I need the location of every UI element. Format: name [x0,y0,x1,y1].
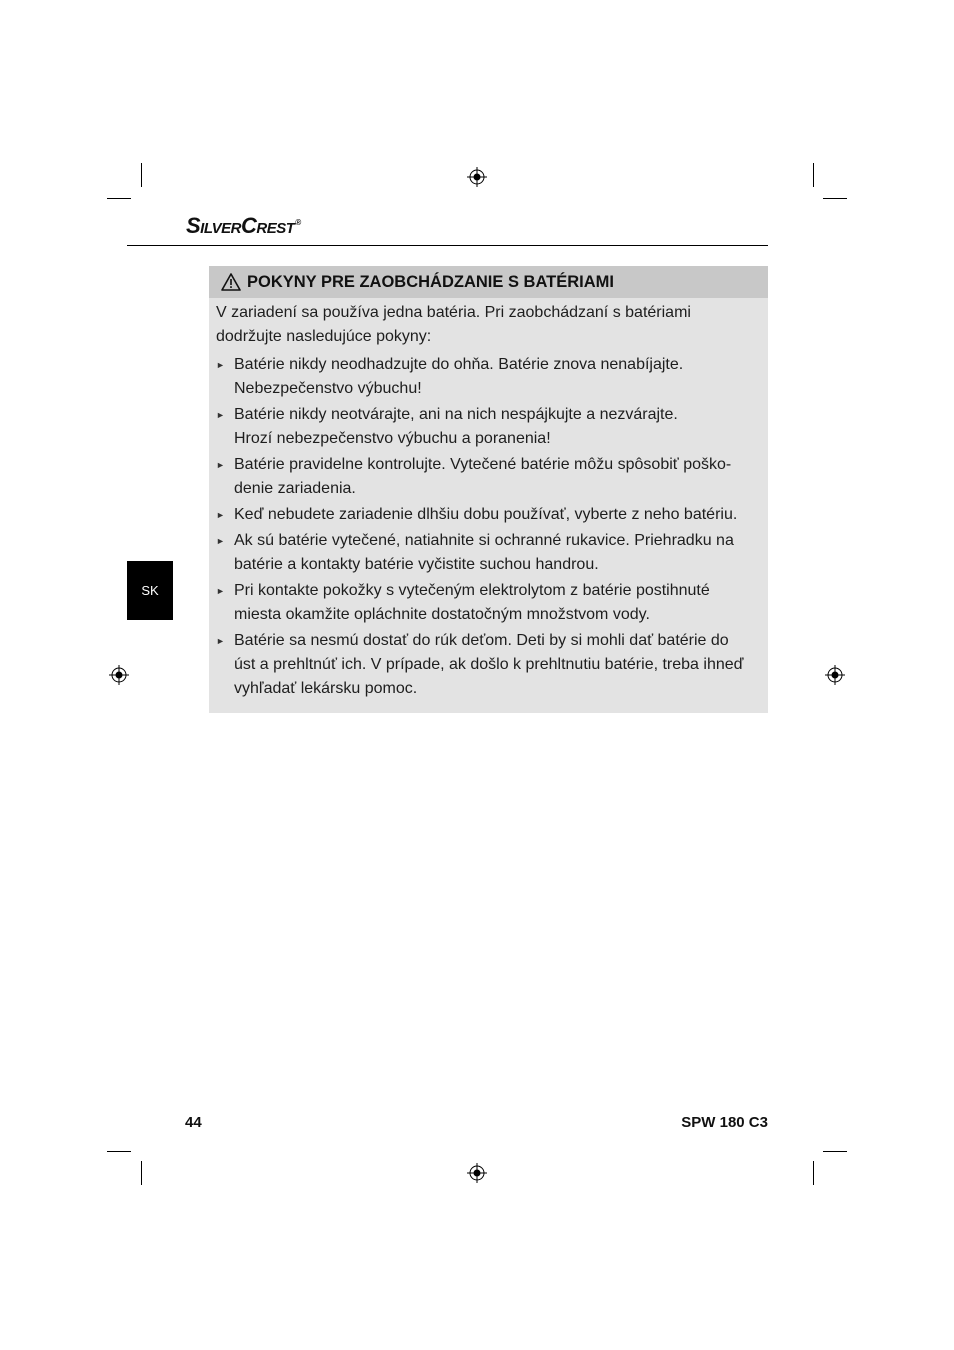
list-item [216,503,760,527]
registered-mark: ® [295,217,301,227]
crop-mark [823,198,847,199]
bullet-arrow-icon: ► [216,636,225,646]
language-tab-label: SK [141,583,159,598]
crop-mark [141,1161,142,1185]
notice-header [209,266,768,298]
list-item-text: Batérie pravidelne kontrolujte. Vytečené batérie môžu spôsobiť poško- denie zariadenia. [234,456,732,497]
brand-logo-text: SilverCrest [186,213,295,238]
list-item-text: Batérie nikdy neodhadzujte do ohňa. Batérie znova nenabíjajte. Nebezpečenstvo výbuchu! [234,356,684,397]
language-tab [127,561,173,620]
list-item-text: Batérie sa nesmú dostať do rúk deťom. Deti by si mohli dať batérie do úst a prehltnúť ich. V prípade, ak došlo k prehltnutiu batérie, treba ihneď vyhľadať lekársku pomoc. [234,632,744,697]
bullet-arrow-icon: ► [216,360,225,370]
registration-mark-icon [467,167,487,187]
list-item [216,453,760,501]
page-number: 44 [185,1114,202,1131]
list-item [216,629,760,701]
registration-mark-icon [825,665,845,685]
crop-mark [813,163,814,187]
model-number: SPW 180 C3 [681,1114,768,1131]
list-item [216,529,760,577]
bullet-arrow-icon: ► [216,460,225,470]
bullet-arrow-icon: ► [216,510,225,520]
header-rule [127,245,768,246]
list-item [216,579,760,627]
list-item-text: Pri kontakte pokožky s vytečeným elektrolytom z batérie postihnuté miesta okamžite opláchnite dostatočným množstvom vody. [234,582,710,623]
registration-mark-icon [467,1163,487,1183]
battery-notice-box [209,266,768,713]
list-item [216,403,760,451]
brand-logo [186,213,301,239]
crop-mark [813,1161,814,1185]
list-item-text: Keď nebudete zariadenie dlhšiu dobu používať, vyberte z neho batériu. [234,506,738,523]
bullet-arrow-icon: ► [216,536,225,546]
crop-mark [107,198,131,199]
crop-mark [823,1151,847,1152]
bullet-arrow-icon: ► [216,586,225,596]
list-item-text: Batérie nikdy neotvárajte, ani na nich nespájkujte a nezvárajte. Hrozí nebezpečenstvo výbuchu a poranenia! [234,406,678,447]
bullet-arrow-icon: ► [216,410,225,420]
notice-body [209,298,768,701]
registration-mark-icon [109,665,129,685]
list-item [216,353,760,401]
notice-bullet-list [216,353,760,701]
warning-triangle-icon [221,273,241,291]
crop-mark [107,1151,131,1152]
notice-intro: V zariadení sa používa jedna batéria. Pri zaobchádzaní s batériami dodržujte nasledujúce pokyny: [216,304,691,345]
list-item-text: Ak sú batérie vytečené, natiahnite si ochranné rukavice. Priehradku na batérie a kontakty batérie vyčistite suchou handrou. [234,532,734,573]
notice-title: POKYNY PRE ZAOBCHÁDZANIE S BATÉRIAMI [247,272,614,291]
crop-mark [141,163,142,187]
